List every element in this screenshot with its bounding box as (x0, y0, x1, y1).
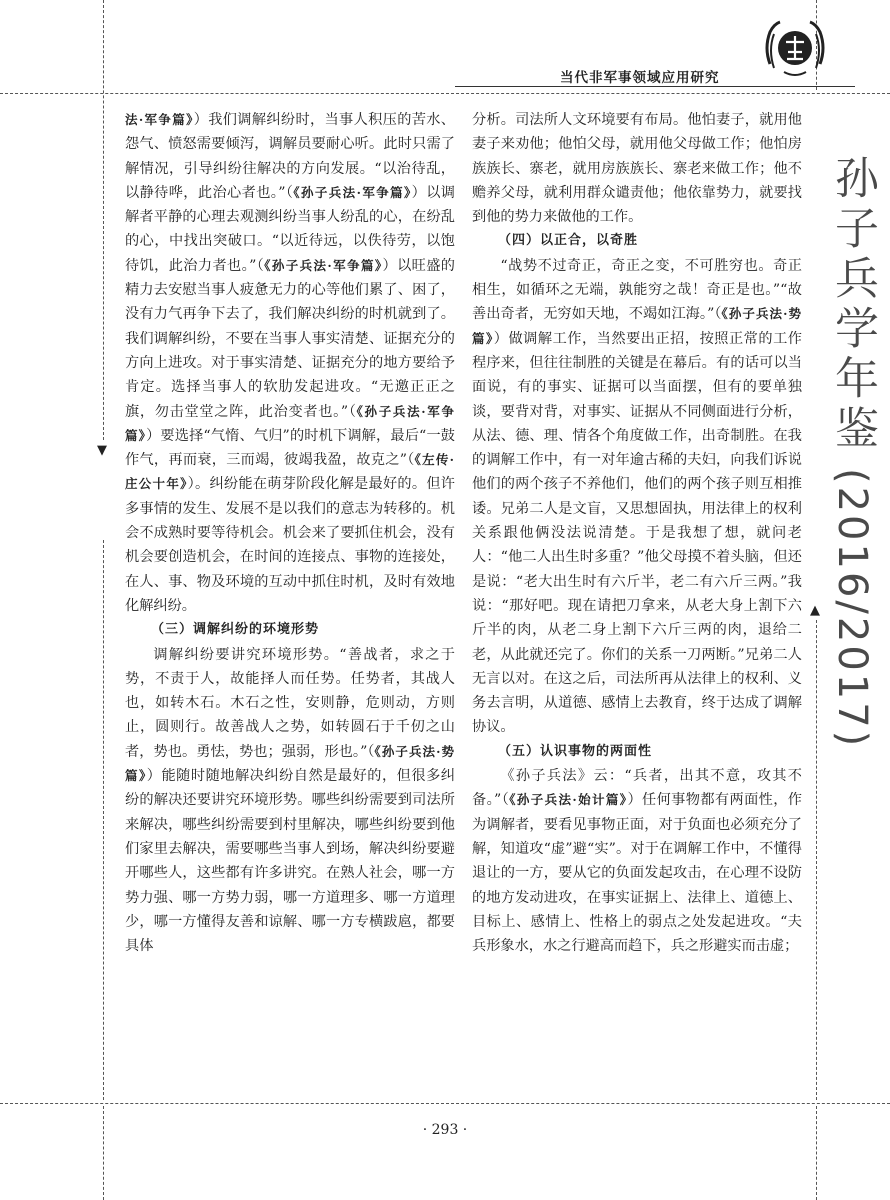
left-dashed-guide (103, 0, 104, 440)
bottom-right-dashed-guide (816, 1106, 817, 1200)
paragraph-text: ）。纠纷能在萌芽阶段化解是最好的。但许多事情的发生、发展不是以我们的意志为转移的。机会不成熟时要等待机会。机会来了要抓住机会，没有机会要创造机会，在时间的连接点、事物的连接处，在人、事、物及环境的互动中抓住时机，及时有效地化解纠纷。 (125, 476, 455, 614)
citation-text: 《左传·庄公十年》 (125, 452, 456, 492)
section-heading: （三）调解纠纷的环境形势 (151, 622, 320, 638)
body-paragraph (125, 108, 455, 618)
paragraph-text: ）我们调解纠纷时，当事人积压的苦水、怨气、愤怒需要倾泻，调解员要耐心听。此时只需了解情况，引导纠纷往解决的方向发展。“以治待乱，以静待哗，此治心者也。”（ (125, 112, 455, 201)
body-paragraph (125, 643, 455, 959)
right-dashed-guide-lower (816, 620, 817, 1100)
paragraph-text: ）以调解者平静的心理去观测纠纷当事人纷乱的心，在纷乱的心，中找出突破口。“以近待远，以佚待劳，以饱待饥，此治力者也。”（ (125, 184, 455, 274)
paragraph-text: 分析。司法所人文环境要有布局。他怕妻子，就用他妻子来劝他；他怕父母，就用他父母做工作；他怕房族族长、寨老，就用房族族长、寨老来做工作；他不赡养父母，就利用群众谴责他；他依靠势力，就要找到他的势力来做他的工作。 (472, 112, 802, 226)
left-dashed-guide-lower (103, 540, 104, 1100)
paragraph-text: 调解纠纷要讲究环境形势。“善战者，求之于势，不责于人，故能择人而任势。任势者，其战人也，如转木石。木石之性，安则静，危则动，方则止，圆则行。故善战人之势，如转圆石于千仞之山者，势也。勇怯，势也；强弱，形也。”（ (125, 646, 455, 760)
header-rule (455, 86, 855, 87)
paragraph-text: ）能随时随地解决纠纷自然是最好的，但很多纠纷的解决还要讲究环境形势。哪些纠纷需要到司法所来解决，哪些纠纷需要到村里解决，哪些纠纷要到他们家里去解决，需要哪些当事人到场，解决纠纷要避开哪些人，这些都有许多讲究。在熟人社会，哪一方势力强、哪一方势力弱，哪一方道理多、哪一方道理少，哪一方懂得友善和谅解、哪一方专横跋扈，都要具体 (125, 768, 455, 955)
body-paragraph (472, 764, 802, 958)
page-number: · 293 · (422, 1122, 468, 1138)
bottom-left-dashed-guide (103, 1106, 104, 1200)
bottom-dashed-guide (0, 1103, 890, 1104)
section-heading: （五）认识事物的两面性 (498, 743, 653, 759)
citation-text: 《孙子兵法·军争篇》 (264, 257, 383, 273)
citation-text: 法·军争篇》 (125, 112, 194, 127)
paragraph-text: ）任何事物都有两面性，作为调解者，要看见事物正面，对于负面也必须充分了解，知道攻“虚”避“实”。对于在调解工作中，不懂得退让的一方，要从它的负面发起攻击，在心理不设防的地方发动进攻，在事实证据上、法律上、道德上、目标上、感情上、性格上的弱点之处发起进攻。“夫兵形象水，水之行避高而趋下，兵之形避实而击虚； (472, 792, 802, 955)
paragraph-text: ）要选择“气惰、气归”的时机下调解，最后“一鼓作气，再而衰，三而竭，彼竭我盈，故克之”（ (125, 427, 455, 469)
seal-logo-icon (760, 14, 830, 80)
right-text-column (472, 108, 802, 958)
paragraph-text: ）做调解工作，当然要出正招，按照正常的工作程序来，但往往制胜的关键是在幕后。有的话可以当面说，有的事实、证据可以当面摆，但有的要单独谈，要背对背，对事实、证据从不同侧面进行分析，从法、德、理、情各个角度做工作，出奇制胜。在我的调解工作中，有一对年逾古稀的夫妇，向我们诉说他们的两个孩子不养他们，他们的两个孩子则互相推诿。兄弟二人是文盲，又思想固执，用法律上的权利关系跟他俩没法说清楚。于是我想了想，就问老人：“他二人出生时多重？”他父母摸不着头脑，但还是说：“老大出生时有六斤半，老二有六斤三两。”我说：“那好吧。现在请把刀拿来，从老大身上割下六斤半的肉，从老二身上割下六斤三两的肉，退给二老，从此就还完了。你们的关系一刀两断。”兄弟二人无言以对。在这之后，司法所再从法律上的权利、义务去言明，从道德、感情上去教育，终于达成了调解协议。 (472, 330, 802, 736)
paragraph-text: 《孙子兵法》云：“兵者，出其不意，攻其不备。”（ (472, 768, 802, 809)
top-dashed-guide (0, 93, 890, 94)
paragraph-text: ）以旺盛的精力去安慰当事人疲惫无力的心等他们累了、困了，没有力气再争下去了，我们解决纠纷的时机就到了。我们调解纠纷，不要在当事人事实清楚、证据充分的方向上进攻。对于事实清楚、证据充分的地方要给予肯定。选择当事人的软肋发起进攻。“无邀正正之旗，勿击堂堂之阵，此治变者也。”（ (125, 257, 455, 420)
citation-text: 《孙子兵法·势篇》 (472, 306, 802, 346)
citation-text: 《孙子兵法·势篇》 (125, 743, 455, 784)
citation-text: 《孙子兵法·军争篇》 (125, 403, 455, 443)
body-paragraph (472, 108, 802, 229)
running-header-title: 当代非军事领域应用研究 (560, 70, 720, 86)
citation-text: 《孙子兵法·军争篇》 (293, 184, 412, 200)
book-year-vertical: (2016/2017) (829, 468, 875, 750)
body-paragraph (472, 254, 802, 740)
right-triangle-marker: ▲ (810, 603, 820, 618)
section-heading: （四）以正合，以奇胜 (498, 233, 639, 249)
book-title-vertical: 孙子兵学年鉴 (827, 155, 878, 455)
paragraph-text: “战势不过奇正，奇正之变，不可胜穷也。奇正相生，如循环之无端，孰能穷之哉！奇正是也。”“故善出奇者，无穷如天地，不竭如江海。”（ (472, 257, 802, 323)
left-triangle-marker: ▼ (97, 443, 107, 458)
citation-text: 《孙子兵法·始计篇》 (509, 792, 628, 808)
left-text-column (125, 108, 455, 958)
